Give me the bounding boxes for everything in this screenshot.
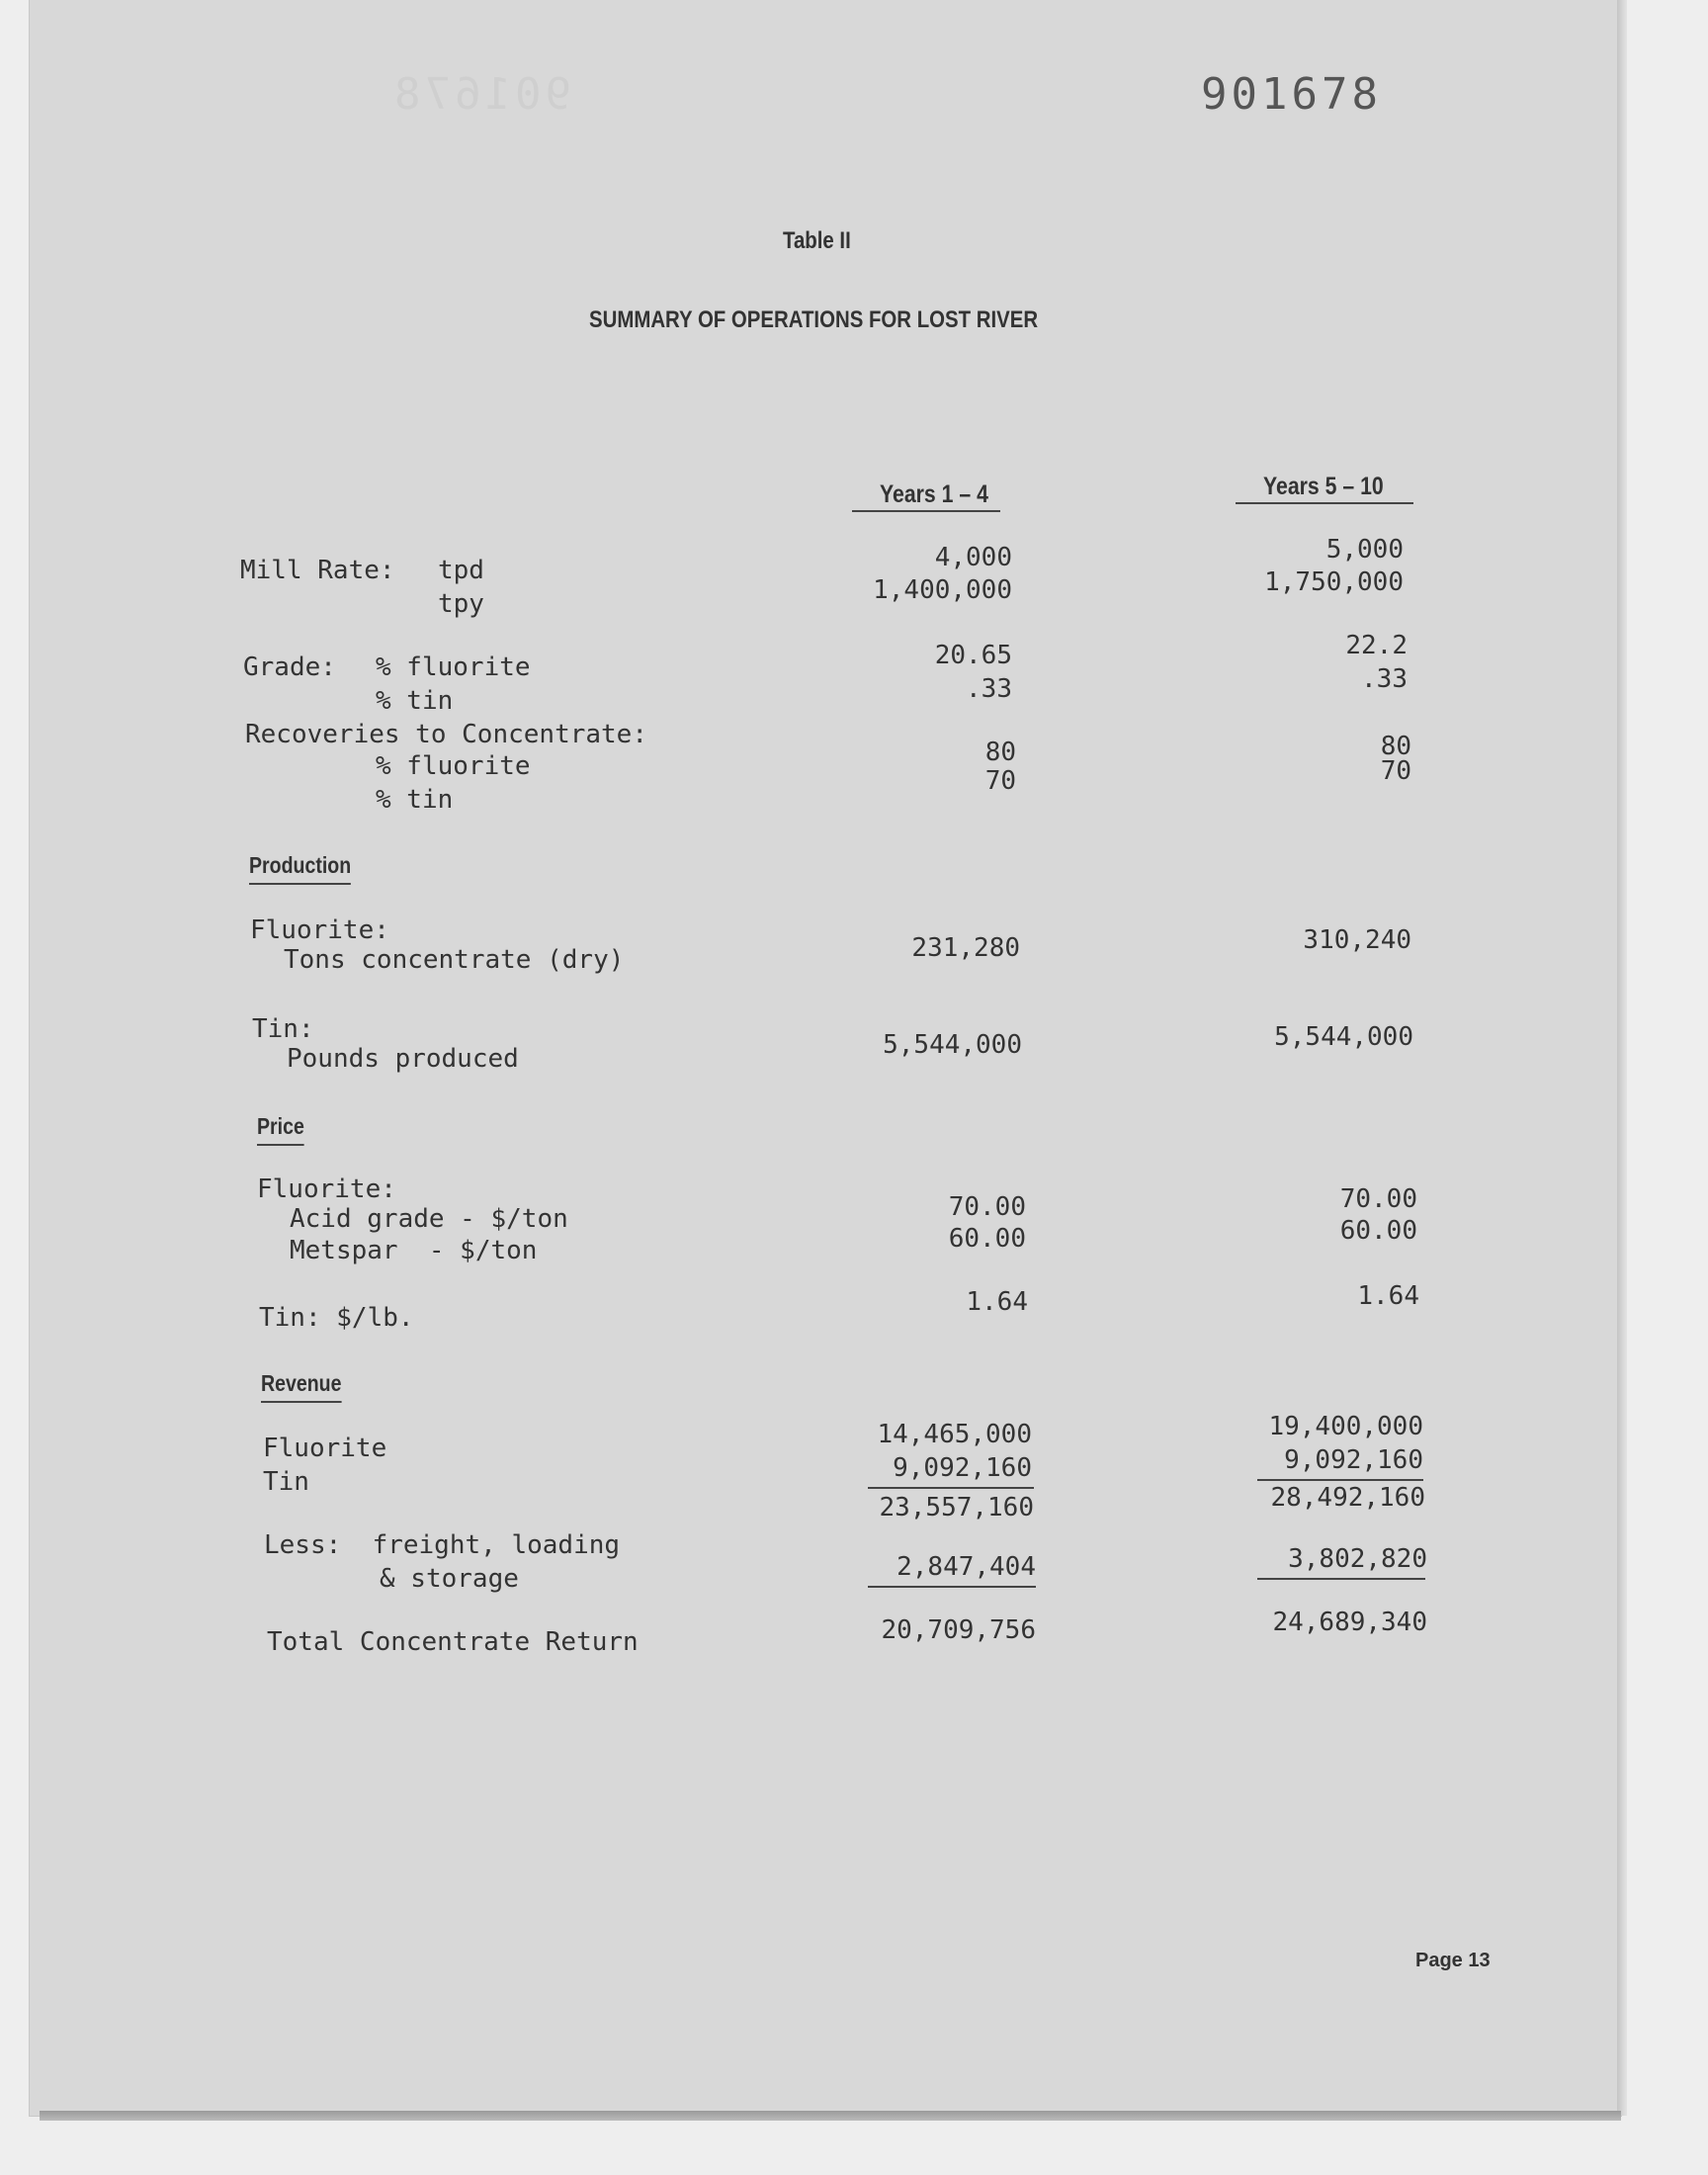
tpy-value-2: 1,750,000 — [1264, 567, 1404, 597]
acid-grade-value-1: 70.00 — [948, 1192, 1026, 1222]
acid-grade-label: Acid grade - $/ton — [290, 1204, 568, 1234]
revenue-heading: Revenue — [261, 1370, 341, 1403]
revenue-tin-label: Tin — [263, 1467, 309, 1497]
recoveries-fluorite-value-2: 80 — [1380, 732, 1411, 761]
recoveries-tin-value-2: 70 — [1380, 756, 1411, 786]
grade-fluorite-label: % fluorite — [376, 652, 531, 682]
revenue-tin-value-2: 9,092,160 — [1284, 1445, 1423, 1475]
pounds-produced-value-2: 5,544,000 — [1274, 1022, 1413, 1052]
production-heading: Production — [249, 852, 351, 885]
column-header-underline — [852, 510, 1000, 512]
recoveries-tin-label: % tin — [376, 785, 454, 815]
total-concentrate-value-1: 20,709,756 — [881, 1615, 1036, 1645]
production-tin-label: Tin: — [252, 1014, 314, 1044]
pounds-produced-value-1: 5,544,000 — [883, 1030, 1022, 1060]
less-freight-value-2: 3,802,820 — [1288, 1544, 1427, 1574]
tpy-value-1: 1,400,000 — [873, 575, 1012, 605]
tin-price-value-1: 1.64 — [966, 1287, 1028, 1317]
page-title: SUMMARY OF OPERATIONS FOR LOST RIVER — [589, 306, 1039, 333]
revenue-fluorite-label: Fluorite — [263, 1434, 387, 1463]
production-fluorite-label: Fluorite: — [250, 915, 389, 945]
total-concentrate-label: Total Concentrate Return — [267, 1627, 639, 1657]
subtotal-rule — [868, 1487, 1034, 1489]
grade-label: Grade: — [243, 652, 336, 682]
revenue-subtotal-value-1: 23,557,160 — [879, 1493, 1034, 1522]
column-header-underline — [1236, 502, 1413, 504]
grade-fluorite-value-1: 20.65 — [934, 641, 1012, 670]
revenue-fluorite-value-1: 14,465,000 — [877, 1420, 1032, 1449]
tons-concentrate-label: Tons concentrate (dry) — [284, 945, 625, 975]
tpd-value-1: 4,000 — [934, 543, 1012, 572]
recoveries-fluorite-label: % fluorite — [376, 751, 531, 781]
column-header-years-5-10: Years 5 – 10 — [1263, 473, 1384, 500]
grade-tin-label: % tin — [376, 686, 454, 716]
tpy-label: tpy — [438, 589, 484, 619]
revenue-fluorite-value-2: 19,400,000 — [1268, 1412, 1423, 1441]
metspar-value-1: 60.00 — [948, 1224, 1026, 1254]
revenue-tin-value-1: 9,092,160 — [893, 1453, 1032, 1483]
tin-price-label: Tin: $/lb. — [259, 1303, 414, 1333]
tpd-value-2: 5,000 — [1325, 535, 1404, 565]
recoveries-label: Recoveries to Concentrate: — [245, 720, 647, 749]
page-number: Page 13 — [1415, 1950, 1491, 1971]
less-freight-label: Less: freight, loading — [264, 1530, 621, 1560]
tpd-label: tpd — [438, 556, 484, 585]
metspar-value-2: 60.00 — [1339, 1216, 1417, 1246]
subtotal-rule — [1257, 1479, 1423, 1481]
pounds-produced-label: Pounds produced — [287, 1044, 519, 1074]
grade-tin-value-2: .33 — [1361, 664, 1408, 694]
acid-grade-value-2: 70.00 — [1339, 1184, 1417, 1214]
storage-label: & storage — [380, 1564, 519, 1594]
grade-fluorite-value-2: 22.2 — [1345, 631, 1408, 660]
price-fluorite-label: Fluorite: — [257, 1174, 396, 1204]
tons-concentrate-value-1: 231,280 — [911, 933, 1020, 963]
column-header-years-1-4: Years 1 – 4 — [880, 480, 988, 508]
total-concentrate-value-2: 24,689,340 — [1272, 1608, 1427, 1637]
grade-tin-value-1: .33 — [966, 674, 1012, 704]
page-edge — [1617, 0, 1627, 2116]
revenue-subtotal-value-2: 28,492,160 — [1270, 1483, 1425, 1513]
page-bottom-edge — [40, 2111, 1621, 2121]
tons-concentrate-value-2: 310,240 — [1303, 925, 1411, 955]
mill-rate-label: Mill Rate: — [240, 556, 395, 585]
table-label: Table II — [783, 227, 851, 254]
bleed-through-number: 901678 — [390, 69, 571, 120]
metspar-label: Metspar - $/ton — [290, 1236, 538, 1265]
recoveries-tin-value-1: 70 — [984, 766, 1016, 796]
less-freight-value-1: 2,847,404 — [897, 1552, 1036, 1582]
price-heading: Price — [257, 1113, 304, 1146]
tin-price-value-2: 1.64 — [1357, 1281, 1419, 1311]
less-rule — [1257, 1578, 1425, 1580]
less-rule — [868, 1586, 1036, 1588]
document-number: 901678 — [1201, 69, 1382, 120]
recoveries-fluorite-value-1: 80 — [984, 738, 1016, 767]
